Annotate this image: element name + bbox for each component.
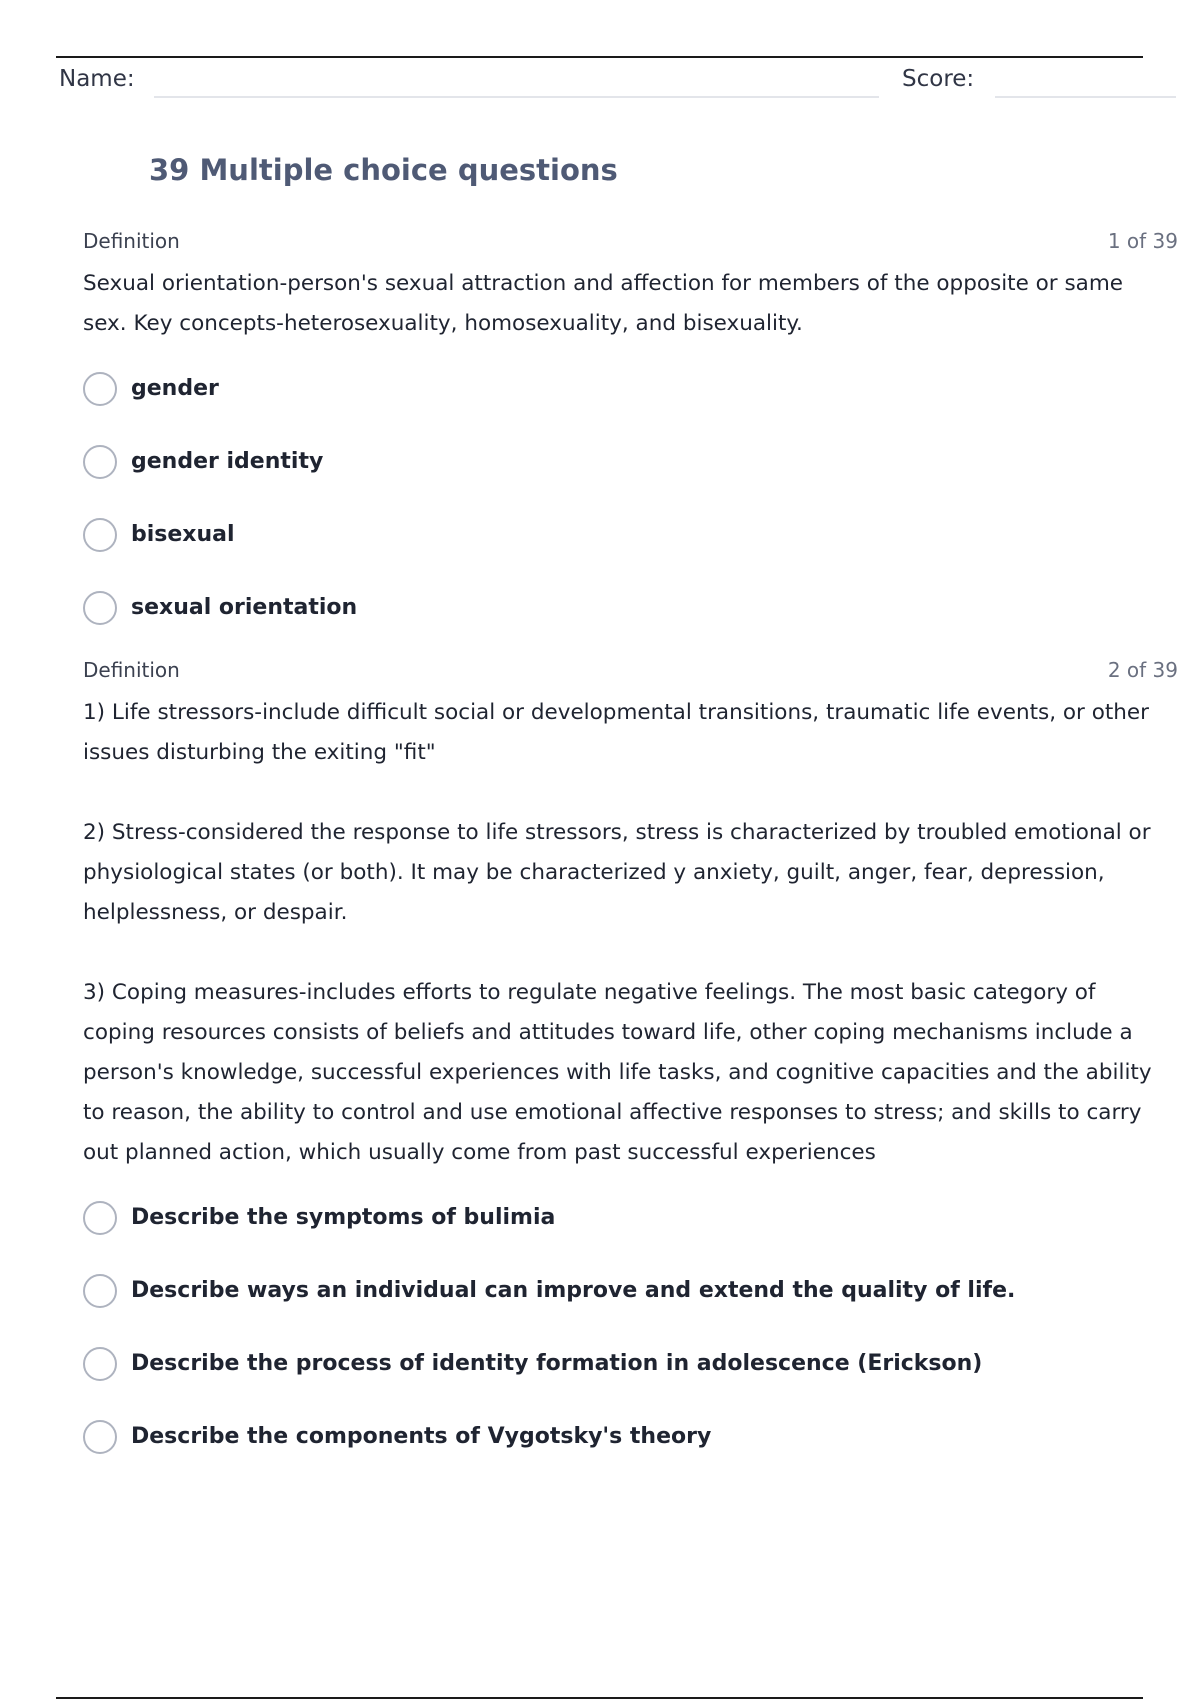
radio-button[interactable] <box>83 1274 117 1308</box>
question-prompt: 1) Life stressors-include difficult social or developmental transitions, traumatic life events, or other issues disturbing the exiting "fit" 2) Stress-considered the response to life stressors, stress is characterized by troubled emotional or physiological states (or both). It may be characterized y anxiety, guilt, anger, fear, depression, helplessness, or despair. 3) Coping measures-includes efforts to regulate negative feelings. The most basic category of coping resources consists of beliefs and attitudes toward life, other coping mechanisms include a person's knowledge, successful experiences with life tasks, and cognitive capacities and the ability to reason, the ability to control and use emotional affective responses to stress; and skills to carry out planned action, which usually come from past successful experiences <box>83 700 1152 1165</box>
question-1 <box>83 227 1178 644</box>
answer-option[interactable] <box>83 1181 1178 1254</box>
answer-option-label: Describe ways an individual can improve and extend the quality of life. <box>131 1278 1016 1303</box>
score-input-line[interactable] <box>995 96 1176 98</box>
top-divider <box>56 56 1143 58</box>
radio-button[interactable] <box>83 1347 117 1381</box>
answer-option[interactable] <box>83 571 1178 644</box>
answer-options <box>83 352 1178 644</box>
answer-option[interactable] <box>83 1254 1178 1327</box>
answer-option[interactable] <box>83 1400 1178 1473</box>
question-counter: 1 of 39 <box>1107 229 1178 253</box>
question-list <box>83 227 1178 1485</box>
answer-option[interactable] <box>83 425 1178 498</box>
radio-button[interactable] <box>83 445 117 479</box>
answer-option-label: Describe the symptoms of bulimia <box>131 1205 556 1230</box>
name-label: Name: <box>59 66 135 92</box>
radio-button[interactable] <box>83 1420 117 1454</box>
answer-option-label: bisexual <box>131 522 235 547</box>
answer-option-label: Describe the process of identity formation in adolescence (Erickson) <box>131 1351 983 1376</box>
question-type-label: Definition <box>83 658 180 682</box>
page-title: 39 Multiple choice questions <box>149 153 618 187</box>
answer-option[interactable] <box>83 1327 1178 1400</box>
score-label: Score: <box>902 66 975 92</box>
answer-option-label: gender identity <box>131 449 324 474</box>
question-2 <box>83 656 1178 1473</box>
radio-button[interactable] <box>83 372 117 406</box>
answer-option-label: Describe the components of Vygotsky's theory <box>131 1424 712 1449</box>
answer-option-label: gender <box>131 376 219 401</box>
question-meta <box>83 656 1178 684</box>
radio-button[interactable] <box>83 518 117 552</box>
question-counter: 2 of 39 <box>1107 658 1178 682</box>
radio-button[interactable] <box>83 591 117 625</box>
answer-option-label: sexual orientation <box>131 595 358 620</box>
answer-option[interactable] <box>83 498 1178 571</box>
name-input-line[interactable] <box>154 96 879 98</box>
question-type-label: Definition <box>83 229 180 253</box>
radio-button[interactable] <box>83 1201 117 1235</box>
answer-options <box>83 1181 1178 1473</box>
bottom-divider <box>56 1697 1143 1699</box>
answer-option[interactable] <box>83 352 1178 425</box>
question-prompt: Sexual orientation-person's sexual attraction and affection for members of the opposite or same sex. Key concepts-heterosexuality, homosexuality, and bisexuality. <box>83 271 1124 336</box>
question-meta <box>83 227 1178 255</box>
